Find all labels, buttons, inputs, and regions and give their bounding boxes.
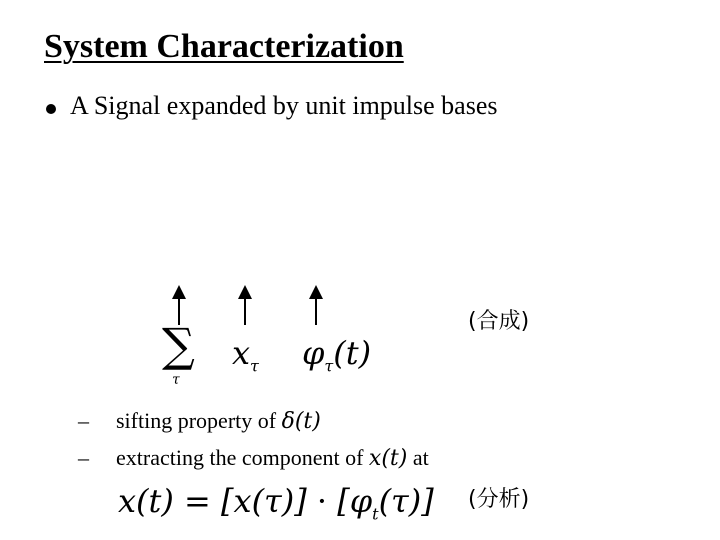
bullet-dot-icon [46,104,56,114]
arrow-up-icon [315,287,317,325]
sub-item-dash: – [78,445,89,470]
basis-argument: (t) [333,334,372,372]
sub-item-text: extracting the component of [116,445,369,470]
analysis-sample: [x(τ)] [221,482,307,520]
summation-index: τ [172,372,180,388]
analysis-lhs: x(t) = [118,482,222,520]
sub-item-extracting [116,445,429,471]
sub-item-sifting [116,408,321,434]
analysis-note: (分析) [468,487,530,512]
analysis-dot: · [306,482,338,520]
sub-item-math: x(t) [368,446,408,471]
sub-item-tail: at [407,445,429,470]
coefficient-subscript: τ [250,356,259,376]
bullet-text: A Signal expanded by unit impulse bases [70,91,498,120]
coefficient-term [232,334,259,375]
basis-term [302,334,371,375]
coefficient-symbol: x [232,334,251,372]
synthesis-note: (合成) [468,309,530,334]
sub-item-text: sifting property of [116,408,282,433]
arrow-up-icon [244,287,246,325]
sub-item-math: δ(t) [281,409,321,434]
analysis-equation [118,482,434,523]
analysis-basis-argument: (τ)] [378,482,434,520]
analysis-basis: [φ [337,482,373,520]
slide-title: System Characterization [44,28,404,65]
basis-symbol: φ [302,334,325,372]
summation-symbol: ∑ [162,318,195,372]
basis-subscript: τ [324,356,334,376]
analysis-basis-subscript: t [372,504,379,524]
sub-item-dash: – [78,408,89,433]
